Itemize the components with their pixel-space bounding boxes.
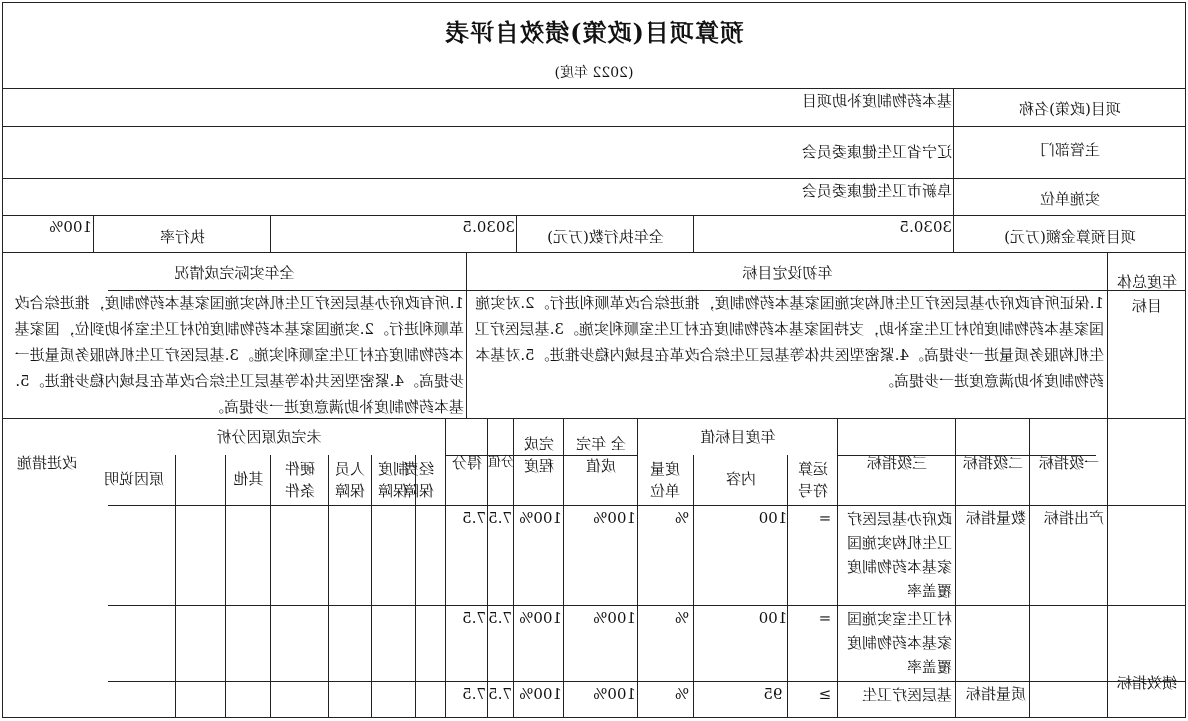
row3-level3: 基层医疗卫生 (861, 686, 952, 704)
row1-actual: 100% (593, 509, 636, 527)
rule (175, 455, 176, 718)
row3-degree: 100% (519, 685, 562, 703)
actual-status-text: 1.所有政府办基层医疗卫生机构实施国家基本药物制度，推进综合改革顺利进行。2.实施国家基本药物制度的村卫生室补助到位，国家基本药物制度在村卫生室顺利实施。3.基层医疗卫生机构服务质量进一步提高。4.紧密型医共体等基层卫生综合改革在县域内稳步推进。5.基本药物制度补助满意度进一步提高。 (14, 294, 464, 416)
rule (637, 418, 638, 718)
label-annual-goal: 年度总体目标 (1117, 273, 1178, 315)
row2-level3: 村卫生室实施国家基本药物制度覆盖率 (846, 610, 952, 676)
header-unit: 度量单位 (650, 460, 681, 500)
row1-level2: 数量指标 (965, 509, 1026, 527)
rule (2, 252, 1186, 253)
rule (563, 418, 564, 718)
label-actual-status: 全年实际完成情况 (174, 264, 295, 282)
header-explain: 原因说明 (104, 470, 165, 488)
header-weight: 分值 (487, 455, 514, 470)
row3-level2: 质量指标 (965, 685, 1026, 703)
rule (371, 455, 372, 718)
rule (2, 88, 1186, 89)
header-level1: 一级指标 (1039, 454, 1100, 472)
label-project-name: 项目(政策)名称 (1019, 100, 1121, 118)
rule (787, 455, 788, 718)
value-dept: 辽宁省卫生健康委员会 (801, 143, 952, 161)
header-funds: 经费保障 (404, 460, 435, 500)
row2-unit: % (674, 609, 690, 627)
header-score: 得分 (452, 454, 483, 472)
row1-degree: 100% (519, 509, 562, 527)
row3-unit: % (674, 685, 690, 703)
row3-op: ≥ (818, 685, 832, 703)
row1-unit: % (674, 509, 690, 527)
value-exec-amount: 3030.5 (462, 218, 515, 236)
form-title: 预算项目(政策)绩效自评表 (444, 18, 744, 47)
row2-content: 100 (758, 609, 788, 627)
header-actual: 全 年完成值 (576, 435, 626, 475)
value-budget-amount: 3030.5 (899, 218, 952, 236)
initial-goal-text: 1.保证所有政府办基层医疗卫生机构实施国家基本药物制度，推进综合改革顺利进行。2.对实施国家基本药物制度的村卫生室补助，支持国家基本药物制度在村卫生室顺利实施。3.基层医疗卫生机构服务质量进一步提高。4.紧密型医共体等基层卫生综合改革在县域内稳步推进。5.对基本药物制度补助满意度进一步提高。 (474, 294, 1104, 390)
row2-op: = (818, 609, 832, 627)
row1-score: 7.5 (462, 509, 486, 527)
row2-degree: 100% (519, 609, 562, 627)
rule (270, 455, 271, 718)
header-degree: 完成程度 (524, 435, 555, 475)
row3-score: 7.5 (462, 685, 486, 703)
row1-level3: 政府办基层医疗卫生机构实施国家基本药物制度覆盖率 (846, 510, 952, 600)
row1-level1: 产出指标 (1043, 509, 1104, 527)
rule (225, 455, 226, 718)
value-exec-rate: 100% (49, 218, 92, 236)
header-op: 运算符号 (798, 460, 829, 500)
header-level2: 二级指标 (963, 454, 1024, 472)
header-reason-group: 未完成原因分析 (216, 428, 322, 446)
header-content: 内容 (726, 470, 757, 488)
header-improve: 改进措施 (17, 454, 78, 472)
label-exec-rate: 执行率 (160, 228, 206, 246)
rule (2, 178, 1186, 179)
label-dept: 主管部门 (1040, 141, 1101, 159)
row1-weight: 7.5 (488, 509, 512, 527)
rule (1107, 252, 1108, 718)
row3-actual: 100% (593, 685, 636, 703)
row1-content: 100 (758, 509, 788, 527)
header-system: 制度保障 (378, 460, 409, 500)
header-level3: 三级指标 (867, 454, 928, 472)
row2-score: 7.5 (462, 609, 486, 627)
rule (2, 215, 1186, 216)
rule (693, 455, 694, 718)
row3-weight: 7.5 (488, 685, 512, 703)
row2-actual: 100% (593, 609, 636, 627)
label-exec-amount: 全年执行数(万元) (547, 228, 664, 246)
row1-op: = (818, 509, 832, 527)
header-other: 其他 (233, 470, 264, 488)
value-project-name: 基本药物制度补助项目 (801, 92, 952, 110)
row3-content: 95 (763, 685, 783, 703)
label-initial-goal: 年初设定目标 (742, 264, 833, 282)
rule (2, 126, 1186, 127)
header-hardware: 硬件条件 (285, 460, 316, 500)
label-impl-unit: 实施单位 (1040, 190, 1101, 208)
label-perf-indicator: 绩效指标 (1117, 674, 1178, 692)
value-impl-unit: 阜新市卫生健康委员会 (801, 182, 952, 200)
header-staff: 人员保障 (335, 460, 366, 500)
rule (328, 455, 329, 718)
row2-weight: 7.5 (488, 609, 512, 627)
form-year: (2022 年度) (554, 65, 634, 81)
header-target-group: 年度目标值 (700, 428, 776, 446)
label-budget-amount: 项目预算金额(万元) (1004, 228, 1136, 246)
